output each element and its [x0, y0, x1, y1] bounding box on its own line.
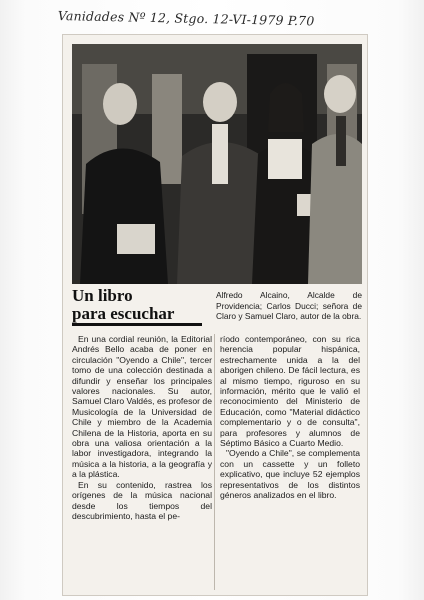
title-underline	[72, 323, 202, 326]
article-title	[72, 287, 202, 323]
paragraph: En su contenido, rastrea los orígenes de la música nacional desde los tiempos del descubrimiento, hasta el pe-	[72, 479, 212, 521]
photo-four-people-icon	[72, 44, 362, 284]
article-photo	[72, 44, 362, 284]
title-line-2: para escuchar	[72, 304, 175, 323]
column-divider	[214, 334, 215, 590]
paragraph: ríodo contemporáneo, con su rica herencia popular hispánica, estrechamente unida a la del aborigen chileno. De fácil lectura, es al mismo tiempo, riguroso en su información, mérito que le valió el reconocimiento del Ministerio de Educación, como "Material didáctico complementario y o de consulta", para profesores y alumnos de Séptimo Básico a Cuarto Medio.	[220, 334, 360, 449]
article-column-right	[220, 334, 360, 596]
article-column-left	[72, 334, 212, 596]
photo-caption: Alfredo Alcaino, Alcalde de Providencia; Carlos Ducci; señora de Claro y Samuel Claro, autor de la obra.	[216, 290, 362, 322]
paragraph: En una cordial reunión, la Editorial Andrés Bello acaba de poner en circulación "Oyendo a Chile", tercer tomo de una colección destinada a difundir y enseñar los principales valores nacionales. Su autor, Samuel Claro Valdés, es profesor de Musicología de la Universidad de Chile y miembro de la Academia Chilena de la Historia, aporta en su obra una valiosa orientación a la labor investigadora, integrando la música a la historia, a la geografía y a la plástica.	[72, 334, 212, 480]
handwritten-source-note: Vanidades Nº 12, Stgo. 12-VI-1979 P.70	[57, 8, 315, 29]
paragraph: "Oyendo a Chile", se complementa con un cassette y un folleto explicativo, que incluye 52 ejemplos representativos de los distintos géneros analizados en el libro.	[220, 448, 360, 501]
newspaper-clipping	[62, 34, 368, 596]
title-line-1: Un libro	[72, 286, 133, 305]
